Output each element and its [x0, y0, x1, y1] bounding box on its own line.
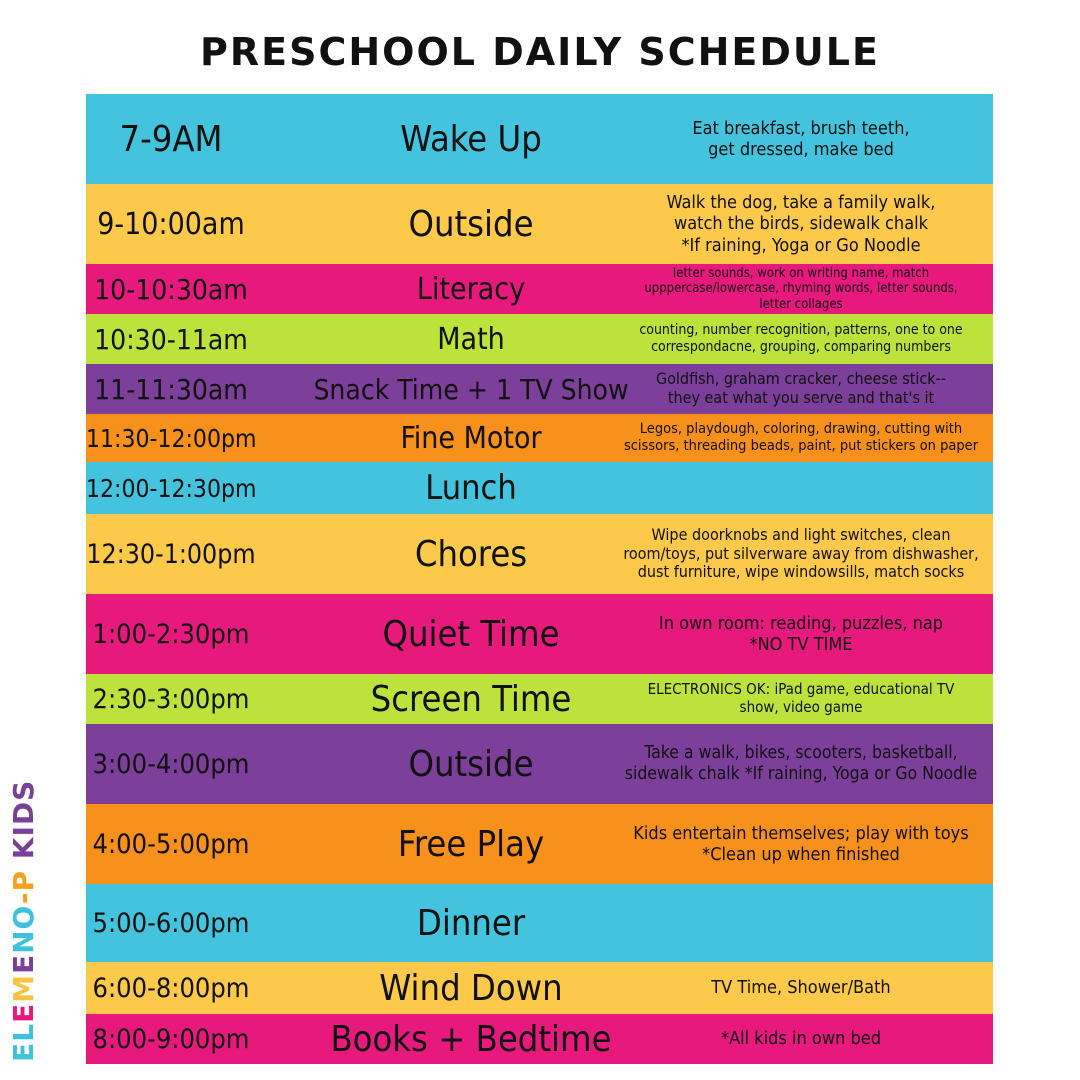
row-time: 6:00-8:00pm	[92, 972, 250, 1004]
row-notes	[621, 823, 981, 865]
schedule-row	[86, 184, 993, 264]
row-notes	[621, 681, 981, 716]
row-notes	[621, 370, 981, 408]
row-time: 2:30-3:00pm	[92, 683, 250, 715]
schedule-row	[86, 594, 993, 674]
row-time: 9-10:00am	[97, 206, 245, 242]
row-activity: Wake Up	[400, 118, 542, 160]
schedule-row	[86, 414, 993, 462]
note-line: get dressed, make bed	[708, 139, 894, 160]
row-activity: Fine Motor	[400, 420, 542, 456]
brand-segment: KIDS	[7, 779, 40, 870]
brand-segment: M	[7, 974, 40, 1003]
schedule-row	[86, 364, 993, 414]
row-activity: Dinner	[416, 902, 526, 944]
row-activity: Wind Down	[379, 967, 563, 1009]
schedule-row	[86, 804, 993, 884]
note-line: correspondacne, grouping, comparing numbers	[651, 339, 951, 355]
row-notes	[621, 977, 981, 998]
note-line: watch the birds, sidewalk chalk	[673, 213, 928, 235]
note-line: *NO TV TIME	[749, 634, 853, 655]
note-line: Legos, playdough, coloring, drawing, cutting with	[639, 420, 963, 437]
note-line: Eat breakfast, brush teeth,	[692, 117, 910, 139]
row-time: 10-10:30am	[94, 272, 248, 306]
note-line: dust furniture, wipe windowsills, match socks	[637, 562, 965, 582]
note-line: *If raining, Yoga or Go Noodle	[681, 234, 921, 256]
row-notes	[621, 421, 981, 455]
brand-segment: EL	[7, 1023, 40, 1062]
brand-segment: E	[7, 1002, 40, 1024]
row-activity: Literacy	[416, 271, 526, 307]
schedule-row	[86, 674, 993, 724]
schedule-row	[86, 264, 993, 314]
brand-logo	[7, 779, 40, 1062]
row-activity: Chores	[414, 533, 528, 575]
note-line: *Clean up when finished	[702, 844, 900, 865]
note-line: upppercase/lowercase, rhyming words, letter sounds,	[644, 281, 958, 297]
note-line: Wipe doorknobs and light switches, clean	[651, 524, 951, 544]
schedule-row	[86, 724, 993, 804]
row-time: 11-11:30am	[94, 372, 248, 406]
row-activity: Outside	[408, 743, 534, 785]
row-time: 5:00-6:00pm	[92, 907, 250, 939]
row-time: 8:00-9:00pm	[92, 1023, 250, 1055]
note-line: sidewalk chalk *If raining, Yoga or Go Noodle	[624, 764, 978, 784]
row-time: 4:00-5:00pm	[92, 828, 250, 860]
note-line: show, video game	[739, 698, 863, 716]
row-time: 10:30-11am	[94, 322, 248, 356]
note-line: TV Time, Shower/Bath	[711, 977, 891, 999]
row-activity: Books + Bedtime	[330, 1018, 612, 1060]
note-line: room/toys, put silverware away from dishwasher,	[623, 543, 979, 563]
schedule-row	[86, 962, 993, 1014]
note-line: letter sounds, work on writing name, match	[672, 266, 930, 281]
note-line: scissors, threading beads, paint, put stickers on paper	[623, 438, 979, 454]
row-time: 12:00-12:30pm	[86, 473, 257, 503]
schedule-row	[86, 514, 993, 594]
row-activity: Free Play	[397, 823, 545, 865]
row-time: 11:30-12:00pm	[86, 423, 257, 453]
row-notes	[621, 743, 981, 784]
row-time: 1:00-2:30pm	[92, 618, 250, 650]
schedule-row	[86, 314, 993, 364]
row-notes	[621, 1028, 981, 1049]
note-line: letter collages	[759, 296, 843, 312]
row-notes	[621, 118, 981, 160]
row-activity: Snack Time + 1 TV Show	[313, 372, 629, 406]
row-activity: Lunch	[425, 468, 517, 508]
brand-segment: NO	[7, 904, 40, 954]
row-notes	[621, 322, 981, 355]
note-line: Kids entertain themselves; play with toys	[633, 822, 969, 844]
row-activity: Quiet Time	[382, 613, 560, 655]
schedule-table	[86, 94, 993, 1064]
note-line: counting, number recognition, patterns, one to one	[639, 322, 963, 339]
note-line: they eat what you serve and that's it	[667, 388, 935, 407]
row-notes	[621, 526, 981, 583]
schedule-row	[86, 1014, 993, 1064]
note-line: Take a walk, bikes, scooters, basketball,	[644, 743, 958, 764]
brand-segment: -P	[7, 869, 40, 905]
row-notes	[621, 192, 981, 256]
note-line: Walk the dog, take a family walk,	[666, 192, 936, 214]
page-title: PRESCHOOL DAILY SCHEDULE	[200, 30, 880, 74]
row-activity: Outside	[408, 203, 534, 245]
row-time: 7-9AM	[119, 118, 223, 160]
note-line: ELECTRONICS OK: iPad game, educational TV	[647, 680, 955, 699]
row-activity: Screen Time	[370, 678, 572, 720]
note-line: In own room: reading, puzzles, nap	[658, 612, 944, 634]
row-notes	[621, 613, 981, 655]
brand-segment: E	[7, 953, 40, 975]
row-time: 12:30-1:00pm	[86, 538, 256, 570]
note-line: Goldfish, graham cracker, cheese stick--	[655, 369, 947, 389]
schedule-row	[86, 462, 993, 514]
row-notes	[621, 266, 981, 312]
schedule-row	[86, 884, 993, 962]
row-activity: Math	[437, 321, 505, 357]
note-line: *All kids in own bed	[720, 1028, 882, 1050]
schedule-row	[86, 94, 993, 184]
row-time: 3:00-4:00pm	[92, 748, 250, 780]
